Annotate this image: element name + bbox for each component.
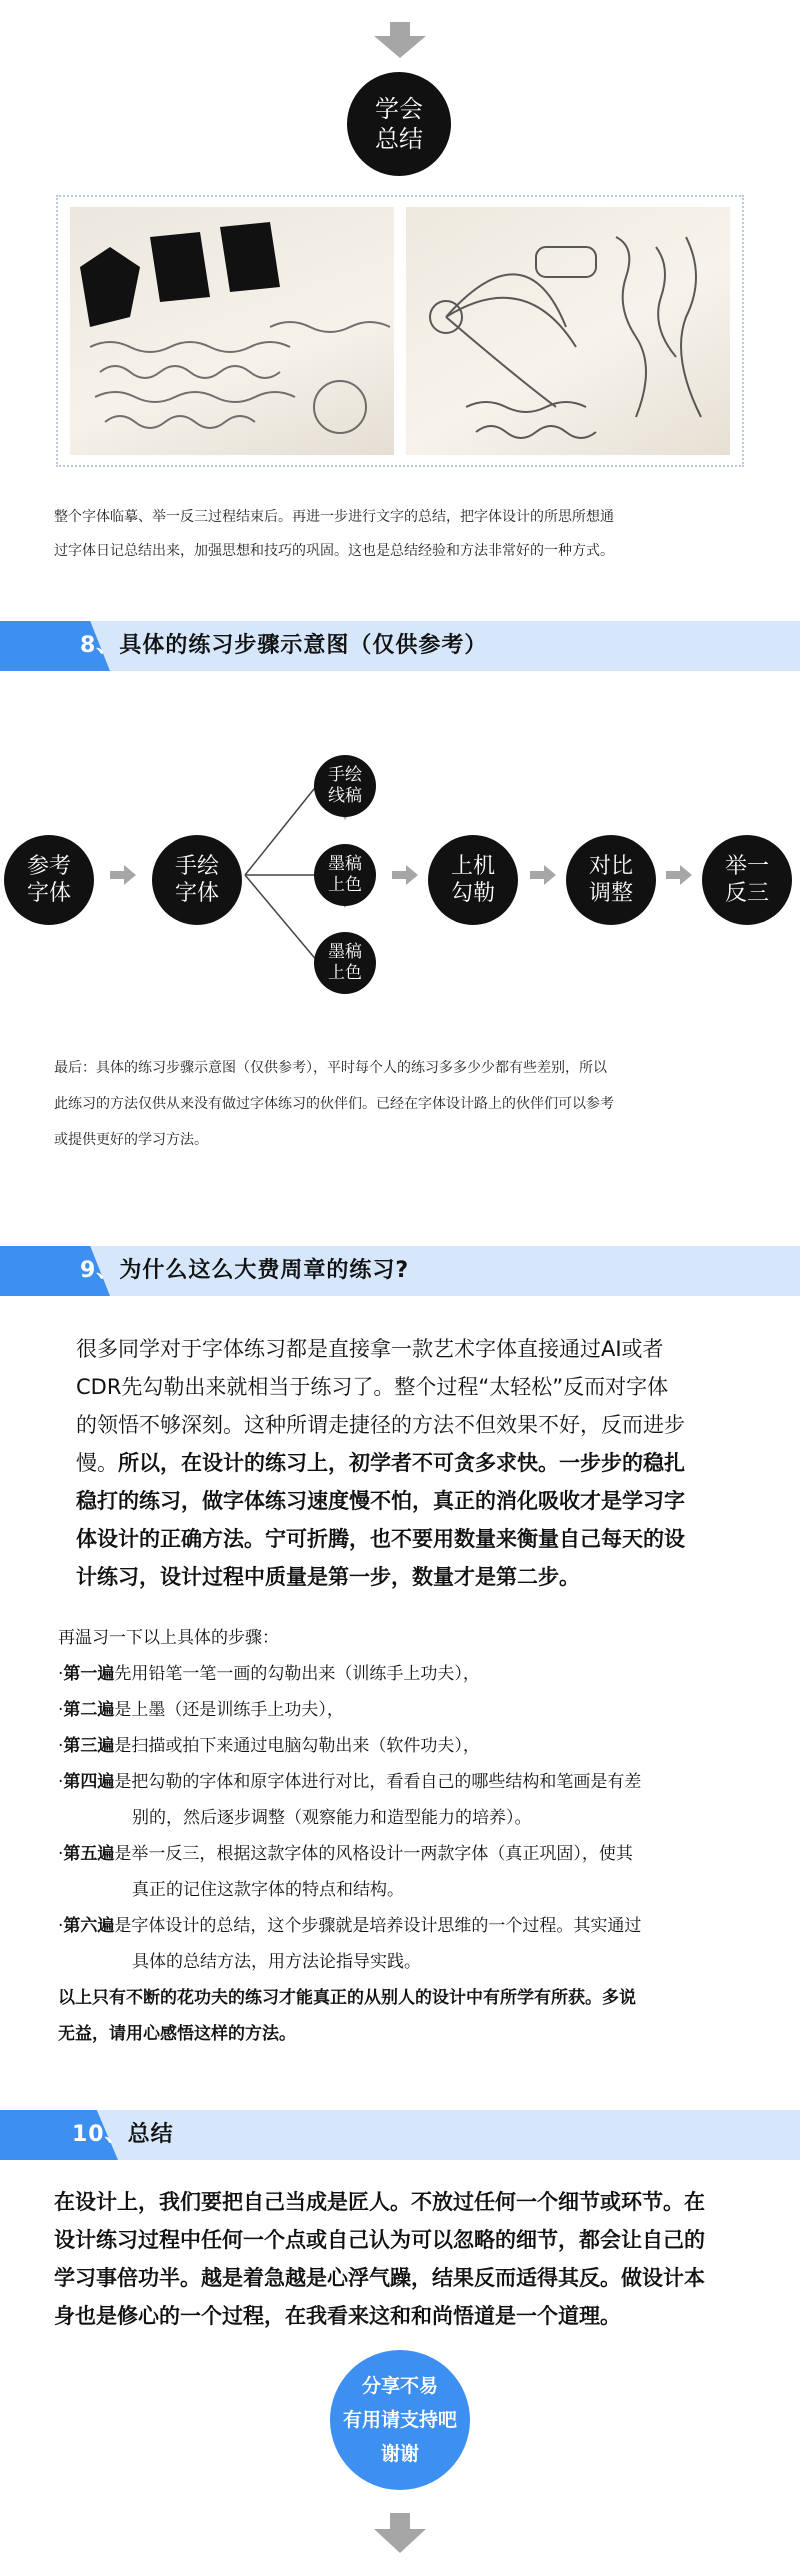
calligraphy-photo-1 (70, 207, 394, 455)
summary-paragraph-line: 整个字体临摹、举一反三过程结束后。再进一步进行文字的总结，把字体设计的所思所想通 (54, 509, 614, 525)
step-text: 先用铅笔一笔一画的勾勒出来（训练手上功夫）， (114, 1664, 480, 1684)
step-text: 是把勾勒的字体和原字体进行对比，看看自己的哪些结构和笔画是有差 (114, 1772, 642, 1792)
down-arrow-icon (370, 22, 430, 58)
section-8-title (80, 621, 487, 671)
why-line (76, 1444, 756, 1482)
step-text: 是举一反三，根据这款字体的风格设计一两款字体（真正巩固），使其 (114, 1844, 633, 1864)
why-line: 很多同学对于字体练习都是直接拿一款艺术字体直接通过AI或者 (76, 1337, 664, 1361)
section-10-number: 10、 (72, 2122, 128, 2147)
flow-node-line: 字体 (174, 881, 219, 906)
why-bold-text: 稳打的练习，做字体练习速度慢不怕，真正的消化吸收才是学习字 (76, 1489, 685, 1513)
flow-node-computer-outline (428, 835, 518, 925)
step-label: 第五遍 (63, 1844, 115, 1864)
step-label: 第二遍 (63, 1700, 115, 1720)
why-line: 的领悟不够深刻。这种所谓走捷径的方法不但效果不好，反而进步 (76, 1413, 685, 1437)
review-step-5-cont: 真正的记住这款字体的特点和结构。 (132, 1880, 404, 1900)
why-text: 慢。 (76, 1451, 118, 1475)
flow-node-line: 上色 (328, 963, 362, 983)
summary-circle (347, 72, 451, 176)
conclusion-paragraph (54, 2183, 754, 2335)
review-step-3: ·第三遍是扫描或拍下来通过电脑勾勒出来（软件功夫）， (58, 1736, 480, 1756)
why-bold-text: 所以，在设计的练习上，初学者不可贪多求快。一步步的稳扎 (118, 1451, 685, 1475)
share-line: 有用请支持吧 (342, 2409, 457, 2431)
review-intro: 再温习一下以上具体的步骤： (58, 1628, 279, 1648)
flow-paragraph-line: 此练习的方法仅供从来没有做过字体练习的伙伴们。已经在字体设计路上的伙伴们可以参考 (54, 1096, 614, 1112)
flow-node-line: 上色 (328, 875, 362, 895)
step-label: 第四遍 (63, 1772, 115, 1792)
step-label: 第三遍 (63, 1736, 115, 1756)
why-line (76, 1558, 756, 1596)
flow-node-line: 反三 (724, 881, 769, 906)
review-steps (58, 1620, 758, 2052)
review-closing-1 (58, 1980, 758, 2016)
summary-circle-line1: 学会 (375, 95, 423, 123)
why-line (76, 1482, 756, 1520)
review-step-6: ·第六遍是字体设计的总结，这个步骤就是培养设计思维的一个过程。其实通过 (58, 1916, 642, 1936)
flow-node-line: 对比 (588, 853, 633, 879)
review-step-4-cont: 别的，然后逐步调整（观察能力和造型能力的培养）。 (132, 1808, 532, 1828)
section-9-title (80, 1246, 409, 1296)
flow-branch-ink-color-2 (314, 932, 376, 994)
flow-node-hand-drawn-font (152, 835, 242, 925)
section-10-title-text: 总结 (127, 2122, 174, 2147)
section-8-header (0, 621, 800, 671)
right-arrow-icon (530, 865, 556, 885)
section-8-number: 8、 (80, 633, 120, 658)
flow-paragraph-line: 最后：具体的练习步骤示意图（仅供参考），平时每个人的练习多多少少都有些差别，所以 (54, 1060, 607, 1076)
step-text: 是字体设计的总结，这个步骤就是培养设计思维的一个过程。其实通过 (114, 1916, 642, 1936)
flow-branch-hand-drawn-sketch (314, 755, 376, 817)
flow-node-line: 字体 (26, 881, 71, 906)
flow-node-line: 手绘 (328, 764, 362, 785)
right-arrow-icon (110, 865, 136, 885)
flow-node-line: 勾勒 (450, 881, 495, 906)
summary-paragraph (54, 500, 754, 568)
share-line: 分享不易 (361, 2375, 438, 2397)
share-line: 谢谢 (380, 2443, 419, 2465)
why-paragraph (76, 1330, 756, 1596)
summary-circle-line2: 总结 (375, 125, 423, 153)
conclusion-line: 学习事倍功半。越是着急越是心浮气躁，结果反而适得其反。做设计本 (54, 2266, 705, 2290)
step-label: 第一遍 (63, 1664, 115, 1684)
flow-node-compare-adjust (566, 835, 656, 925)
section-9-header (0, 1246, 800, 1296)
review-step-6-cont: 具体的总结方法，用方法论指导实践。 (132, 1952, 421, 1972)
closing-text: 无益，请用心感悟这样的方法。 (58, 2024, 296, 2044)
review-step-2: ·第二遍是上墨（还是训练手上功夫）， (58, 1700, 344, 1720)
practice-flow-diagram (0, 740, 800, 1000)
flow-node-line: 参考 (26, 853, 71, 879)
flow-node-reference-font (4, 835, 94, 925)
review-closing-2 (58, 2016, 758, 2052)
section-9-title-text: 为什么这么大费周章的练习? (119, 1258, 410, 1283)
why-line (76, 1520, 756, 1558)
why-bold-text: 体设计的正确方法。宁可折腾，也不要用数量来衡量自己每天的设 (76, 1527, 685, 1551)
conclusion-line: 设计练习过程中任何一个点或自己认为可以忽略的细节，都会让自己的 (54, 2228, 705, 2252)
down-arrow-icon (370, 2513, 430, 2549)
flow-node-line: 举一 (724, 853, 769, 879)
flow-node-line: 手绘 (174, 853, 219, 879)
flow-paragraph-line: 或提供更好的学习方法。 (54, 1132, 208, 1148)
right-arrow-icon (666, 865, 692, 885)
flow-node-line: 调整 (588, 881, 633, 906)
calligraphy-photo-2 (406, 207, 730, 455)
why-bold-text: 计练习，设计过程中质量是第一步，数量才是第二步。 (76, 1565, 580, 1589)
conclusion-line: 在设计上，我们要把自己当成是匠人。不放过任何一个细节或环节。在 (54, 2190, 705, 2214)
section-9-number: 9、 (80, 1258, 120, 1283)
step-text: 是上墨（还是训练手上功夫）， (114, 1700, 344, 1720)
flow-node-line: 上机 (450, 853, 495, 879)
section-10-header (0, 2110, 800, 2160)
closing-text: 以上只有不断的花功夫的练习才能真正的从别人的设计中有所学有所获。多说 (58, 1988, 636, 2008)
flow-node-line: 墨稿 (328, 853, 362, 874)
flow-branch-ink-color-1 (314, 844, 376, 906)
flow-node-line: 线稿 (328, 786, 362, 806)
photo-frame (56, 195, 744, 467)
flow-paragraph (54, 1050, 754, 1158)
section-10-title (72, 2110, 174, 2160)
step-text: 是扫描或拍下来通过电脑勾勒出来（软件功夫）， (114, 1736, 480, 1756)
right-arrow-icon (392, 865, 418, 885)
section-8-title-text: 具体的练习步骤示意图（仅供参考） (119, 633, 488, 658)
why-line: CDR先勾勒出来就相当于练习了。整个过程“太轻松”反而对字体 (76, 1375, 669, 1399)
flow-node-line: 墨稿 (328, 941, 362, 962)
review-step-4: ·第四遍是把勾勒的字体和原字体进行对比，看看自己的哪些结构和笔画是有差 (58, 1772, 642, 1792)
step-label: 第六遍 (63, 1916, 115, 1936)
review-step-1: ·第一遍先用铅笔一笔一画的勾勒出来（训练手上功夫）， (58, 1664, 480, 1684)
flow-node-infer-more (702, 835, 792, 925)
share-support-badge (330, 2350, 470, 2490)
review-step-5: ·第五遍是举一反三，根据这款字体的风格设计一两款字体（真正巩固），使其 (58, 1844, 633, 1864)
conclusion-line: 身也是修心的一个过程，在我看来这和和尚悟道是一个道理。 (54, 2304, 621, 2328)
summary-paragraph-line: 过字体日记总结出来，加强思想和技巧的巩固。这也是总结经验和方法非常好的一种方式。 (54, 543, 614, 559)
